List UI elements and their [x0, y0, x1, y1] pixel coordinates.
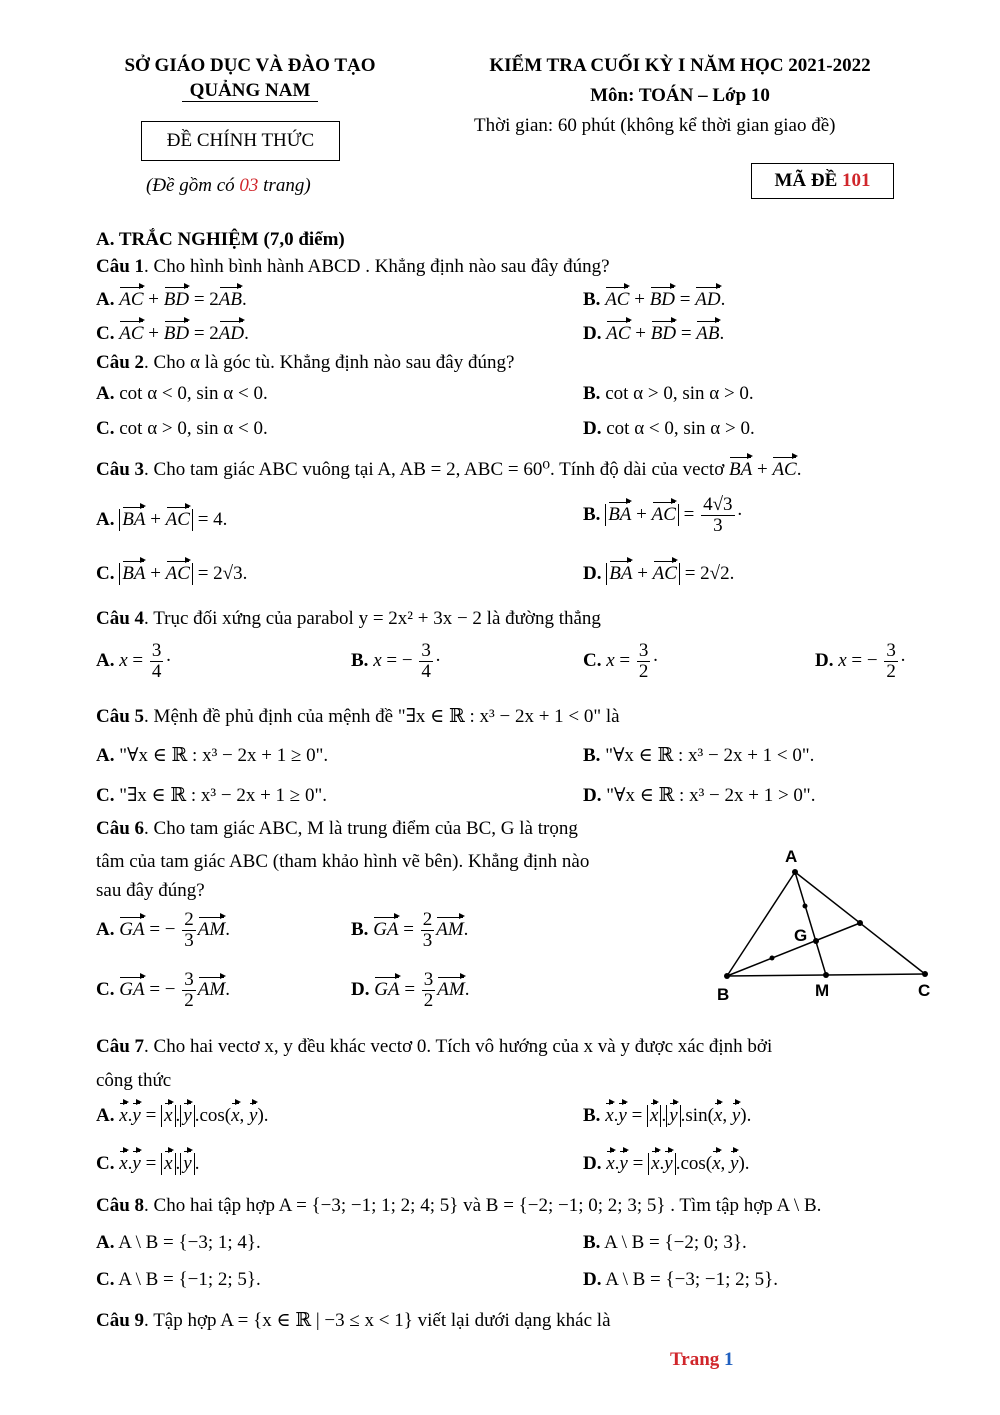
exam-code: 101	[842, 170, 871, 191]
q3-option-c[interactable]: C. BA + AC = 2√3.	[96, 563, 248, 584]
q1-option-c[interactable]: C. AC + BD = 2AD.	[96, 323, 249, 344]
question-9: Câu 9. Tập hợp A = {x ∈ ℝ | −3 ≤ x < 1} viết lại dưới dạng khác là	[96, 1310, 611, 1331]
label-c: C	[918, 981, 931, 1000]
section-title: A. TRẮC NGHIỆM (7,0 điểm)	[96, 229, 345, 250]
triangle-figure	[705, 840, 945, 1010]
point-c	[922, 971, 928, 977]
question-6-line2: tâm của tam giác ABC (tham khảo hình vẽ bên). Khẳng định nào	[96, 851, 590, 872]
q7-option-d[interactable]: D. x.y = x.y .cos(x, y).	[583, 1153, 750, 1174]
q1-option-d[interactable]: D. AC + BD = AB.	[583, 323, 725, 344]
pages-note: (Đề gồm có 03 trang)	[146, 175, 311, 196]
question-7-line2: công thức	[96, 1070, 172, 1091]
q6-option-c[interactable]: C. GA = − $\frac{3}{2}$ AM.	[96, 969, 230, 1011]
q2-option-c[interactable]: C. cot α > 0, sin α < 0.	[96, 418, 268, 439]
point-b	[724, 973, 730, 979]
official-badge: ĐỀ CHÍNH THỨC	[141, 121, 340, 161]
q6-option-a[interactable]: A. GA = − $\frac{2}{3}$ AM.	[96, 909, 230, 951]
q1-option-b[interactable]: B. AC + BD = AD.	[583, 289, 726, 310]
q4-option-c[interactable]: C. x = $\frac{3}{2}$ ·	[583, 640, 659, 682]
pages-count: 03	[239, 175, 259, 196]
question-4: Câu 4. Trục đối xứng của parabol y = 2x² + 3x − 2 là đường thẳng	[96, 608, 601, 629]
question-1: Câu 1. Cho hình bình hành ABCD . Khẳng định nào sau đây đúng?	[96, 256, 610, 277]
q7-option-b[interactable]: B. x.y = x . y .sin(x, y).	[583, 1105, 752, 1126]
label-m: M	[815, 981, 830, 1000]
q4-option-d[interactable]: D. x = − $\frac{3}{2}$ ·	[815, 640, 907, 682]
question-8: Câu 8. Cho hai tập hợp A = {−3; −1; 1; 2; 4; 5} và B = {−2; −1; 0; 2; 3; 5} . Tìm tập hợp A \ B.	[96, 1195, 822, 1216]
q5-option-d[interactable]: D. "∀x ∈ ℝ : x³ − 2x + 1 > 0".	[583, 785, 816, 806]
dept-line2	[100, 80, 400, 102]
q8-option-b[interactable]: B. A \ B = {−2; 0; 3}.	[583, 1232, 747, 1253]
median-am	[795, 872, 826, 975]
q8-option-d[interactable]: D. A \ B = {−3; −1; 2; 5}.	[583, 1269, 779, 1290]
q5-option-b[interactable]: B. "∀x ∈ ℝ : x³ − 2x + 1 < 0".	[583, 745, 815, 766]
question-5: Câu 5. Mệnh đề phủ định của mệnh đề "∃x ∈ ℝ : x³ − 2x + 1 < 0" là	[96, 706, 620, 727]
q2-option-a[interactable]: A. cot α < 0, sin α < 0.	[96, 383, 268, 404]
page-footer: Trang 1	[670, 1349, 734, 1370]
point-a	[792, 869, 798, 875]
q4-option-a[interactable]: A. x = $\frac{3}{4}$ ·	[96, 640, 172, 682]
q4-option-b[interactable]: B. x = − $\frac{3}{4}$ ·	[351, 640, 442, 682]
midpoint-bg	[770, 956, 775, 961]
q5-option-c[interactable]: C. "∃x ∈ ℝ : x³ − 2x + 1 ≥ 0".	[96, 785, 327, 806]
q2-option-b[interactable]: B. cot α > 0, sin α > 0.	[583, 383, 754, 404]
q1-option-a[interactable]: A. AC + BD = 2AB.	[96, 289, 247, 310]
q8-option-c[interactable]: C. A \ B = {−1; 2; 5}.	[96, 1269, 261, 1290]
question-7: Câu 7. Cho hai vectơ x, y đều khác vectơ 0. Tích vô hướng của x và y được xác định bởi	[96, 1036, 773, 1057]
side-ab	[727, 872, 795, 976]
label-b: B	[717, 985, 730, 1004]
province-name: QUẢNG NAM	[182, 80, 319, 102]
point-m	[823, 972, 829, 978]
question-2: Câu 2. Cho α là góc tù. Khẳng định nào sau đây đúng?	[96, 352, 515, 373]
dept-line1: SỞ GIÁO DỤC VÀ ĐÀO TẠO	[124, 55, 376, 76]
question-6: Câu 6. Cho tam giác ABC, M là trung điểm của BC, G là trọng	[96, 818, 578, 839]
exam-time: Thời gian: 60 phút (không kể thời gian giao đề)	[474, 115, 836, 136]
question-6-line3: sau đây đúng?	[96, 880, 205, 901]
question-3: Câu 3. Cho tam giác ABC vuông tại A, AB = 2, ABC = 60⁰. Tính độ dài của vectơ BA + AC.	[96, 459, 802, 480]
label-a: A	[785, 847, 798, 866]
exam-code-box: MÃ ĐỀ 101	[751, 163, 894, 199]
q3-option-b[interactable]: B. BA + AC = $\frac{4√3}{3}$ ·	[583, 494, 743, 536]
midpoint-ag	[803, 904, 808, 909]
q7-option-c[interactable]: C. x.y = x . y .	[96, 1153, 200, 1174]
subject: Môn: TOÁN – Lớp 10	[590, 85, 770, 106]
page-number: 1	[724, 1349, 734, 1370]
q6-option-d[interactable]: D. GA = $\frac{3}{2}$ AM.	[351, 969, 470, 1011]
q7-option-a[interactable]: A. x.y = x . y .cos(x, y).	[96, 1105, 269, 1126]
q8-option-a[interactable]: A. A \ B = {−3; 1; 4}.	[96, 1232, 261, 1253]
exam-title: KIỂM TRA CUỐI KỲ I NĂM HỌC 2021-2022	[489, 55, 871, 76]
q2-option-d[interactable]: D. cot α < 0, sin α > 0.	[583, 418, 755, 439]
label-g: G	[794, 926, 808, 945]
q3-option-d[interactable]: D. BA + AC = 2√2.	[583, 563, 735, 584]
q5-option-a[interactable]: A. "∀x ∈ ℝ : x³ − 2x + 1 ≥ 0".	[96, 745, 329, 766]
midpoint-ac	[857, 920, 863, 926]
q3-option-a[interactable]: A. BA + AC = 4.	[96, 509, 228, 530]
q6-option-b[interactable]: B. GA = $\frac{2}{3}$ AM.	[351, 909, 469, 951]
point-g	[813, 938, 819, 944]
